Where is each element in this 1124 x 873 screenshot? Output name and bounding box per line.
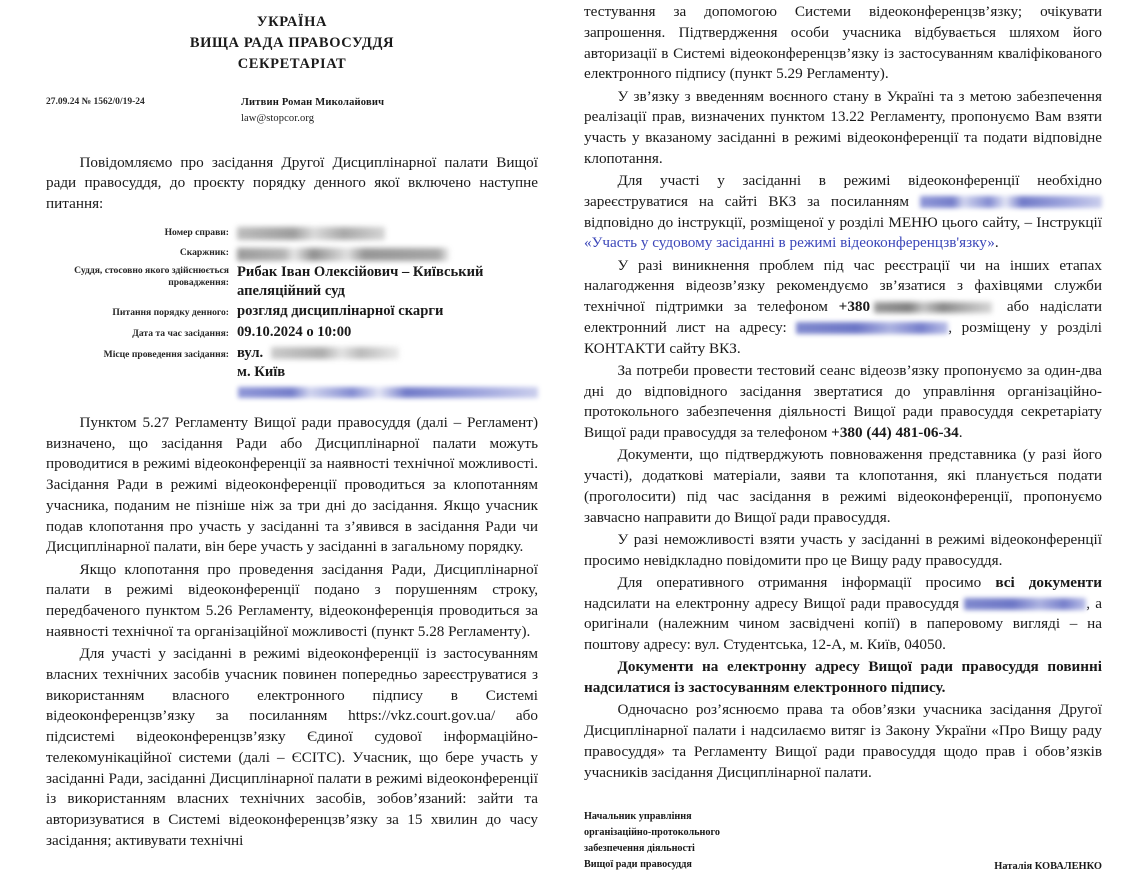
right-paragraph-registration bbox=[584, 171, 1102, 254]
addressee-name: Литвин Роман Миколайович bbox=[241, 97, 385, 109]
field-label-agenda-item: Питання порядку денного: bbox=[112, 307, 229, 319]
field-value-complainant bbox=[237, 241, 538, 262]
left-paragraph-1: Пунктом 5.27 Регламенту Вищої ради правосуддя (далі – Регламент) визначено, що засідання Ради або Дисциплінарної палати можуть проводитися в режимі відеоконференції за наявності технічної можливості. Засідання Ради в режимі відеоконференції проводиться за клопотанням учасника, поданим не пізніше ніж за три дні до засідання. Якщо учасник подав клопотання про участь у засіданні та з’явився в засідання Ради чи Дисциплінарної палати, він бере участь у засіданні в загальному порядку. bbox=[46, 413, 538, 556]
esignature-bold-text: Документи на електронну адресу Вищої ради правосуддя повинні надсилатися із застосуванням електронного підпису. bbox=[584, 658, 1102, 697]
redaction-block bbox=[237, 248, 449, 261]
right-paragraph-support bbox=[584, 256, 1102, 360]
right-paragraph-documents: Документи, що підтверджують повноваження представника (у разі його участі), додаткові матеріали, заяви та клопотання, які планується подати (проголосити) під час засідання в режимі відеоконференції, пропонуємо завчасно направити до Вищої ради правосуддя. bbox=[584, 446, 1102, 526]
right-paragraph-martial-law: У зв’язку з введенням воєнного стану в Україні та з метою забезпечення реалізації прав, визначених пунктом 13.22 Регламенту, пропонуємо Вам взяти участь у вказаному засіданні в режимі відеоконференції та подати відповідне клопотання. bbox=[584, 87, 1102, 167]
signatory-title-line-4: Вищої ради правосуддя bbox=[584, 858, 692, 870]
field-value-location bbox=[237, 343, 538, 401]
document-reference: 27.09.24 № 1562/0/19-24 bbox=[46, 97, 145, 108]
field-label-case-number: Номер справи: bbox=[164, 226, 229, 238]
table-row bbox=[46, 221, 538, 242]
right-paragraph-esignature-notice bbox=[584, 657, 1102, 699]
support-phone-prefix: +380 bbox=[838, 298, 871, 316]
left-paragraph-2: Якщо клопотання про проведення засідання Ради, Дисциплінарної палати в режимі відеоконференції подано з порушенням строку, передбаченого пунктом 5.26 Регламенту, відеоконференція проводиться за наявності технічної та організаційної можливості (пункт 5.28 Регламенту). bbox=[46, 560, 538, 640]
redaction-block bbox=[237, 227, 385, 240]
send-before: Для оперативного отримання інформації просимо bbox=[617, 573, 996, 591]
table-row bbox=[46, 241, 538, 262]
send-end: , а оригінали (належним чином засвідчені копії) в паперовому вигляді – на поштову адресу: вул. Студентська, 12-А, м. Київ, 04050. bbox=[584, 594, 1102, 654]
redaction-block bbox=[874, 302, 992, 313]
addressee-email: law@stopcor.org bbox=[241, 112, 315, 124]
reg-mid: відповідно до інструкції, розміщеної у розділі МЕНЮ цього сайту, – Інструкції bbox=[584, 213, 1102, 231]
signatory-name: Наталія КОВАЛЕНКО bbox=[994, 860, 1102, 872]
reg-end: . bbox=[994, 234, 999, 252]
right-paragraph-continuation: тестування за допомогою Системи відеоконференцзв’язку; очікувати запрошення. Підтвердження особи учасника відбувається шляхом його авторизації в Системі відеоконференцзв’язку із застосуванням кваліфікованого електронного підпису (пункт 5.29 Регламенту). bbox=[584, 3, 1102, 83]
left-column bbox=[0, 0, 562, 849]
test-end: . bbox=[958, 424, 963, 442]
field-value-agenda-item: розгляд дисциплінарної скарги bbox=[237, 303, 444, 320]
support-mid: або надіслати електронний лист на адресу: bbox=[584, 298, 1102, 336]
location-street-line bbox=[237, 344, 538, 363]
addressee-block bbox=[241, 95, 384, 127]
table-row bbox=[46, 343, 538, 401]
case-fields-table bbox=[46, 221, 538, 401]
redaction-block bbox=[271, 347, 399, 359]
test-before: За потреби провести тестовий сеанс відеозв’язку пропонуємо за один-два дні до відповідного засідання звертатися до управління організаційно-протокольного забезпечення діяльності Вищої ради правосуддя секретаріату Вищої ради правосуддя за телефоном bbox=[584, 361, 1102, 442]
redaction-block-email bbox=[964, 598, 1086, 610]
letterhead bbox=[46, 12, 538, 75]
instruction-link[interactable]: «Участь у судовому засіданні в режимі відеоконференцзв'язку» bbox=[584, 234, 995, 252]
left-p3-after-link: або підсистемі відеоконференцзв’язку Єдиної судової інформаційно-телекомунікаційної системи (далі – ЄСІТС). Учасник, що бере участь у засіданні Ради, засіданні Дисциплінарної палати в режимі відеоконференції із використанням власних технічних засобів, зобов’язаний: зайти та авторизуватися в Системі відеоконференцзв’язку за 15 хвилин до часу засідання; активувати технічні bbox=[46, 707, 538, 849]
field-label-complainant: Скаржник: bbox=[179, 247, 229, 259]
signatory-title-line-1: Начальник управління bbox=[584, 811, 692, 823]
field-value-case-number bbox=[237, 221, 538, 242]
letterhead-line-secretariat: СЕКРЕТАРІАТ bbox=[237, 56, 347, 73]
send-mid: надсилати на електронну адресу Вищої ради правосуддя bbox=[584, 594, 965, 612]
signatory-title bbox=[584, 809, 720, 872]
table-row bbox=[46, 301, 538, 322]
field-label-datetime: Дата та час засідання: bbox=[132, 328, 229, 340]
right-column bbox=[562, 0, 1124, 872]
right-paragraph-test-session bbox=[584, 361, 1102, 444]
location-street-prefix: вул. bbox=[237, 344, 264, 361]
signatory-title-line-3: забезпечення діяльності bbox=[584, 843, 695, 855]
right-paragraph-send-documents bbox=[584, 573, 1102, 656]
left-p3-before-link: Для участі у засіданні в режимі відеоконференції із застосуванням власних технічних засобів учасник повинен попередньо зареєструватися з використанням власного електронного підпису в Системі відеоконференцзв’язку за посиланням bbox=[46, 645, 538, 725]
field-value-datetime: 09.10.2024 о 10:00 bbox=[237, 324, 352, 341]
support-before: У разі виникнення проблем під час реєстрації чи на інших етапах налагодження відеозв’язку рекомендуємо зв’язатися з фахівцями служби технічної підтримки за телефоном bbox=[584, 256, 1102, 316]
support-end: , розміщену у розділі КОНТАКТИ сайту ВКЗ. bbox=[584, 318, 1102, 357]
field-label-location: Місце проведення засідання: bbox=[103, 348, 229, 360]
field-label-judge: Суддя, стосовно якого здійснюється провадження: bbox=[74, 265, 229, 289]
signatory-title-line-2: організаційно-протокольного bbox=[584, 827, 720, 839]
letterhead-line-country: УКРАЇНА bbox=[256, 14, 328, 30]
right-paragraph-inability: У разі неможливості взяти участь у засіданні в режимі відеоконференції просимо невідкладно повідомити про це Вищу раду правосуддя. bbox=[584, 530, 1102, 569]
left-paragraph-3 bbox=[46, 644, 538, 852]
right-paragraph-rights-explanation: Одночасно роз’яснюємо права та обов’язки учасника засідання Другої Дисциплінарної палати і надсилаємо витяг із Закону України «Про Вищу раду правосуддя» та Регламенту Вищої ради правосуддя щодо прав і обов’язків учасників засідання Дисциплінарної палати. bbox=[584, 701, 1102, 781]
location-city-line: м. Київ bbox=[237, 363, 286, 380]
redaction-block-link bbox=[238, 387, 538, 398]
letterhead-line-council: ВИЩА РАДА ПРАВОСУДДЯ bbox=[189, 35, 395, 52]
reference-and-addressee-row bbox=[46, 95, 538, 127]
field-value-judge: Рибак Іван Олексійович – Київський апеляційний суд bbox=[237, 264, 484, 299]
reg-before-link: Для участі у засіданні в режимі відеоконференції необхідно зареєструватися на сайті ВКЗ за посиланням bbox=[584, 172, 1102, 210]
signature-block bbox=[584, 809, 1102, 872]
intro-paragraph: Повідомляємо про засідання Другої Дисциплінарної палати Вищої ради правосуддя, до проєкту порядку денного якої включено наступне питання: bbox=[46, 153, 538, 213]
table-row bbox=[46, 322, 538, 343]
send-bold-all-documents: всі документи bbox=[995, 573, 1102, 591]
secretariat-phone: +380 (44) 481-06-34 bbox=[831, 424, 959, 442]
table-row bbox=[46, 262, 538, 301]
redaction-block-email bbox=[796, 322, 948, 334]
redaction-block-link bbox=[920, 196, 1102, 208]
vkz-court-link[interactable]: https://vkz.court.gov.ua/ bbox=[348, 707, 496, 725]
